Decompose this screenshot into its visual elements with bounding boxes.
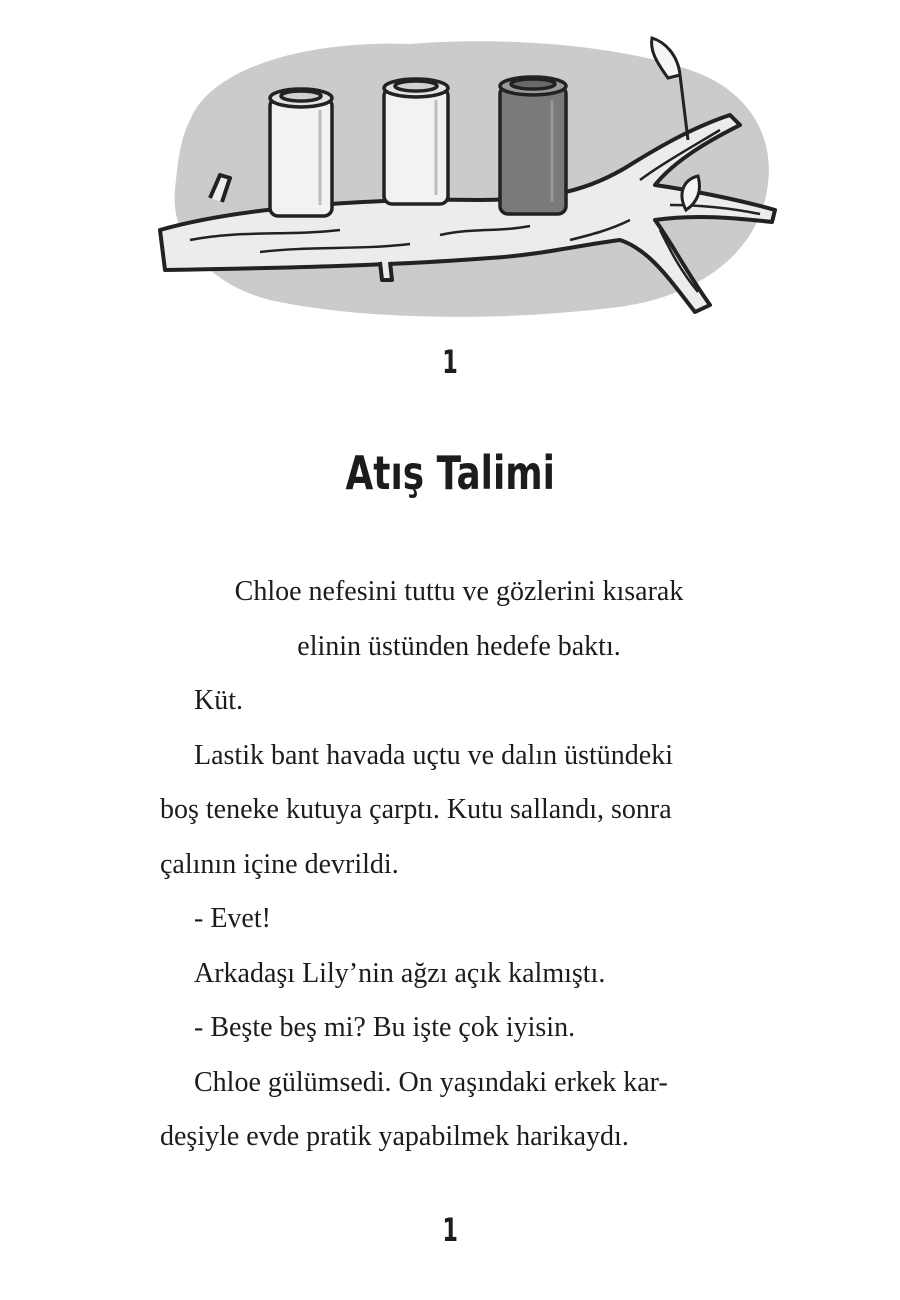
paragraph-line: elinin üstünden hedefe baktı. — [297, 630, 621, 662]
paragraph-line: Arkadaşı Lily’nin ağzı açık kalmıştı. — [194, 957, 606, 989]
page-number — [0, 1208, 900, 1252]
chapter-number: 1 — [442, 343, 458, 381]
chapter-title — [0, 438, 900, 508]
paragraph-line: boş teneke kutuya çarptı. Kutu sallandı, sonra — [160, 794, 672, 825]
paragraph-line: Küt. — [194, 685, 243, 716]
can-light-middle — [384, 79, 448, 204]
can-dark-right — [500, 77, 566, 214]
body-text — [160, 565, 762, 1165]
paragraph-line: deşiyle evde pratik yapabilmek harikaydı. — [160, 1121, 629, 1152]
paragraph-line: Chloe nefesini tuttu ve gözlerini kısarak — [234, 576, 684, 607]
paragraph-line: çalının içine devrildi. — [160, 848, 399, 880]
paragraph-line: Chloe gülümsedi. On yaşındaki erkek kar- — [194, 1066, 668, 1098]
paragraph-line: - Beşte beş mi? Bu işte çok iyisin. — [194, 1012, 576, 1043]
can-light-left — [270, 89, 332, 216]
paragraph-line: - Evet! — [194, 903, 271, 934]
cans-on-branch-illustration — [150, 30, 790, 330]
page-number-text: 1 — [442, 1211, 458, 1249]
chapter-title-text: Atış Talimi — [345, 446, 555, 500]
paragraph-line: Lastik bant havada uçtu ve dalın üstündeki — [194, 739, 673, 771]
